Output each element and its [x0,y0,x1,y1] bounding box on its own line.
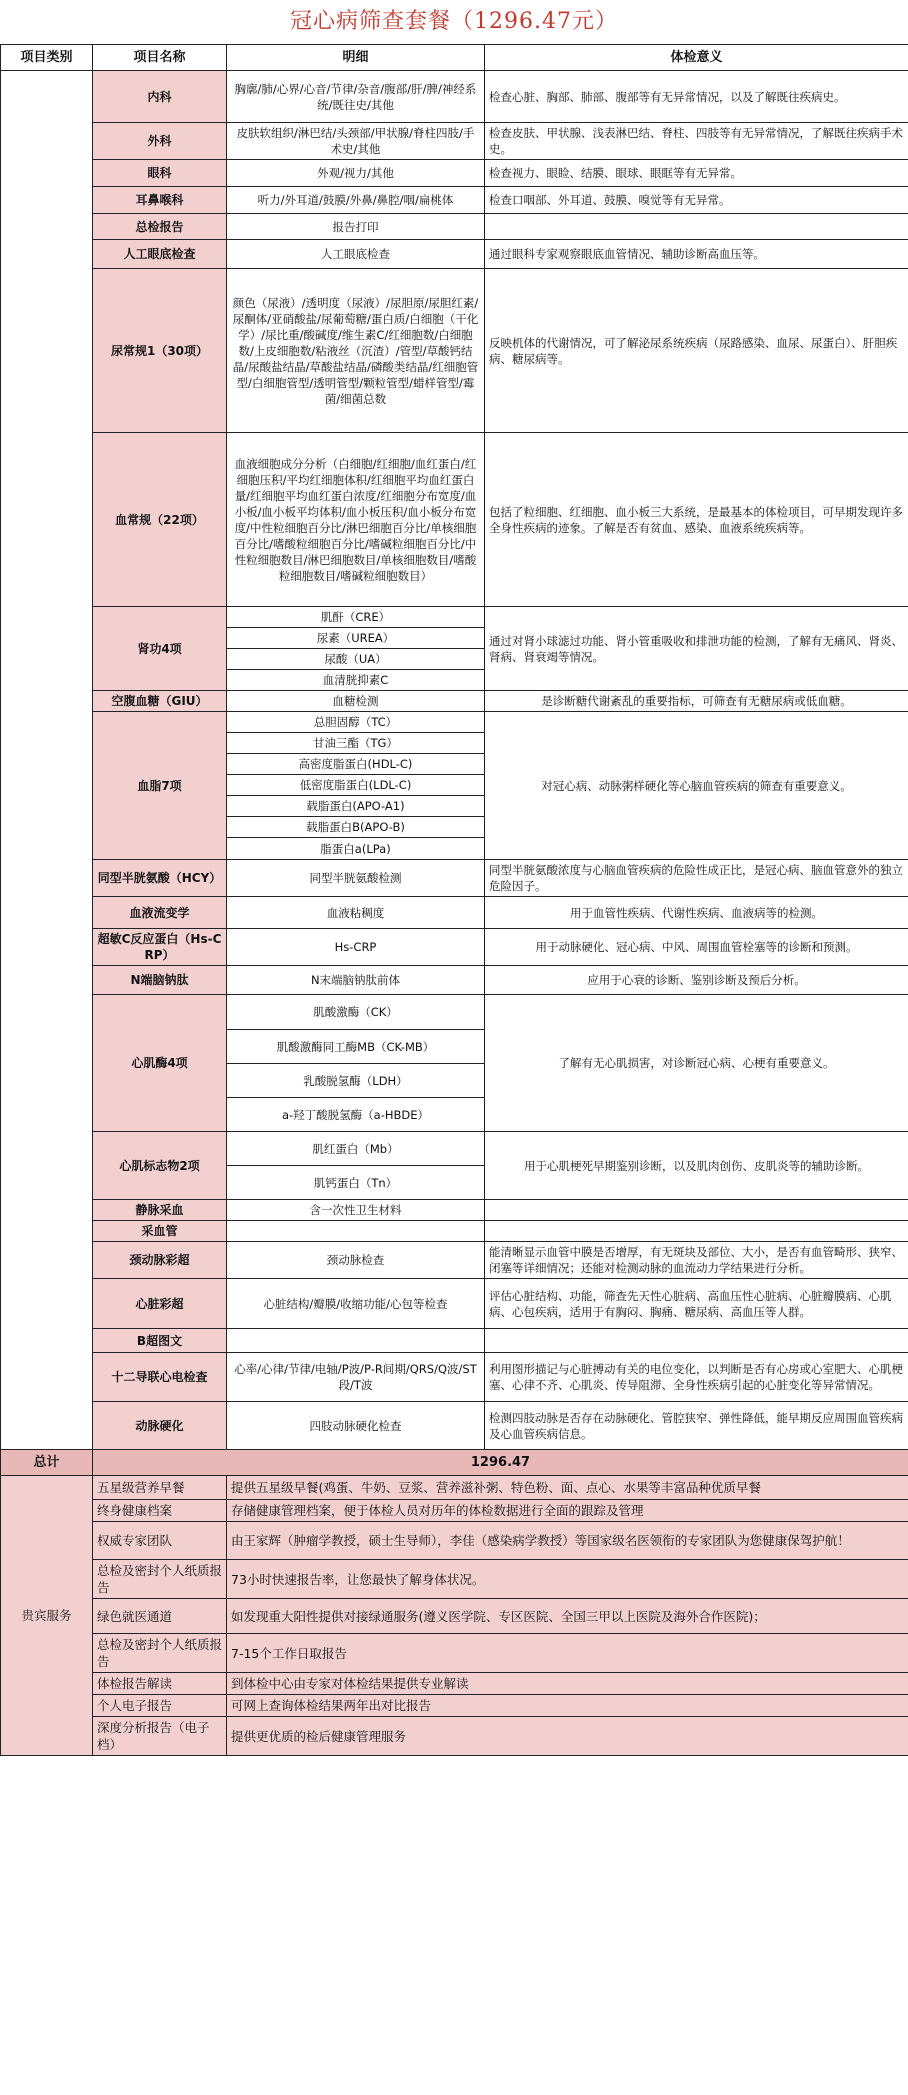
item-meaning: 用于心肌梗死早期鉴别诊断，以及肌肉创伤、皮肌炎等的辅助诊断。 [485,1132,908,1200]
table-row [1,187,908,214]
table-row [1,123,908,160]
service-desc: 73小时快速报告率，让您最快了解身体状况。 [227,1560,908,1599]
item-name: 尿常规1（30项） [93,269,227,433]
item-detail: 尿酸（UA） [227,649,485,670]
service-name: 权威专家团队 [93,1522,227,1560]
table-row [1,240,908,269]
table-row [1,71,908,123]
table-row [1,160,908,187]
service-name: 绿色就医通道 [93,1599,227,1634]
item-detail: 外观/视力/其他 [227,160,485,187]
table-row [1,1353,908,1402]
item-detail: 高密度脂蛋白(HDL-C) [227,754,485,775]
category-cell [1,71,93,1450]
item-meaning: 能清晰显示血管中膜是否增厚，有无斑块及部位、大小，是否有血管畸形、狭窄、闭塞等详细情况；还能对检测动脉的血流动力学结果进行分析。 [485,1242,908,1279]
service-desc: 存储健康管理档案，便于体检人员对历年的体检数据进行全面的跟踪及管理 [227,1500,908,1522]
table-row [1,1242,908,1279]
table-row [1,860,908,897]
table-row [1,1329,908,1353]
table-row [1,995,908,1030]
table-row [1,897,908,929]
service-row [1,1500,908,1522]
table-row [1,1200,908,1221]
item-meaning: 了解有无心肌损害，对诊断冠心病、心梗有重要意义。 [485,995,908,1132]
page-title: 冠心病筛查套餐（1296.47元） [290,9,618,34]
service-desc: 提供更优质的检后健康管理服务 [227,1717,908,1756]
item-detail [227,1329,485,1353]
header-cell: 体检意义 [485,45,908,71]
item-detail: 听力/外耳道/鼓膜/外鼻/鼻腔/咽/扁桃体 [227,187,485,214]
service-row [1,1560,908,1599]
item-detail: 含一次性卫生材料 [227,1200,485,1221]
item-name: 动脉硬化 [93,1402,227,1450]
item-detail: 乳酸脱氢酶（LDH） [227,1064,485,1098]
service-name: 体检报告解读 [93,1673,227,1695]
service-row [1,1673,908,1695]
service-name: 总检及密封个人纸质报告 [93,1560,227,1599]
service-row [1,1717,908,1756]
item-detail: 颜色（尿液）/透明度（尿液）/尿胆原/尿胆红素/尿酮体/亚硝酸盐/尿葡萄糖/蛋白质/白细胞（干化学）/尿比重/酸碱度/维生素C/红细胞数/白细胞数/上皮细胞数/粘液丝（沉渣）/管型/草酸钙结晶/尿酸盐结晶/草酸盐结晶/磷酸类结晶/红细胞管型/白细胞管型/透明管型/颗粒管型/蜡样管型/霉菌/细菌总数 [227,269,485,433]
item-detail: 甘油三酯（TG） [227,733,485,754]
item-name: 静脉采血 [93,1200,227,1221]
item-meaning [485,1329,908,1353]
item-detail [227,1221,485,1242]
item-detail: 血清胱抑素C [227,670,485,691]
item-name: 外科 [93,123,227,160]
item-name: 内科 [93,71,227,123]
service-name: 总检及密封个人纸质报告 [93,1634,227,1673]
item-meaning: 反映机体的代谢情况，可了解泌尿系统疾病（尿路感染、血尿、尿蛋白）、肝胆疾病、糖尿病等。 [485,269,908,433]
service-desc: 7-15个工作日取报告 [227,1634,908,1673]
item-meaning: 对冠心病、动脉粥样硬化等心脑血管疾病的筛查有重要意义。 [485,712,908,860]
item-detail: 血液细胞成分分析（白细胞/红细胞/血红蛋白/红细胞压积/平均红细胞体积/红细胞平均血红蛋白量/红细胞平均血红蛋白浓度/红细胞分布宽度/血小板/血小板平均体积/血小板压积/血小板分布宽度/中性粒细胞百分比/淋巴细胞百分比/单核细胞百分比/嗜酸粒细胞百分比/嗜碱粒细胞百分比/中性粒细胞数目/淋巴细胞数目/单核细胞数目/嗜酸粒细胞数目/嗜碱粒细胞数目） [227,433,485,607]
service-desc: 由王家辉（肿瘤学教授，硕士生导师），李佳（感染病学教授）等国家级名医领衔的专家团队为您健康保驾护航！ [227,1522,908,1560]
item-detail: 颈动脉检查 [227,1242,485,1279]
service-row [1,1476,908,1500]
item-meaning: 评估心脏结构、功能，筛查先天性心脏病、高血压性心脏病、心脏瓣膜病、心肌病、心包疾病，适用于有胸闷、胸痛、糖尿病、高血压等人群。 [485,1279,908,1329]
item-meaning [485,1221,908,1242]
item-detail: 低密度脂蛋白(LDL-C) [227,775,485,796]
item-detail: 血液粘稠度 [227,897,485,929]
item-name: 同型半胱氨酸（HCY） [93,860,227,897]
item-name: 血常规（22项） [93,433,227,607]
service-desc: 到体检中心由专家对体检结果提供专业解读 [227,1673,908,1695]
service-desc: 如发现重大阳性提供对接绿通服务(遵义医学院、专区医院、全国三甲以上医院及海外合作医院)； [227,1599,908,1634]
table-row [1,712,908,733]
table-row [1,607,908,628]
table-row [1,1221,908,1242]
service-name: 个人电子报告 [93,1695,227,1717]
item-name: 心肌酶4项 [93,995,227,1132]
item-meaning: 是诊断糖代谢紊乱的重要指标，可筛查有无糖尿病或低血糖。 [485,691,908,712]
service-row [1,1634,908,1673]
item-name: 眼科 [93,160,227,187]
total-value: 1296.47 [93,1450,908,1476]
item-name: 血液流变学 [93,897,227,929]
item-detail: Hs-CRP [227,929,485,966]
item-name: B超图文 [93,1329,227,1353]
item-meaning: 通过眼科专家观察眼底血管情况、辅助诊断高血压等。 [485,240,908,269]
header-cell: 项目类别 [1,45,93,71]
item-meaning: 检测四肢动脉是否存在动脉硬化、管腔狭窄、弹性降低，能早期反应周围血管疾病及心血管疾病信息。 [485,1402,908,1450]
item-meaning: 应用于心衰的诊断、鉴别诊断及预后分析。 [485,966,908,995]
item-meaning: 利用图形描记与心脏搏动有关的电位变化，以判断是否有心房或心室肥大、心肌梗塞、心律不齐、心肌炎、传导阻滞、全身性疾病引起的心脏变化等异常情况。 [485,1353,908,1402]
service-row [1,1695,908,1717]
item-detail: 皮肤软组织/淋巴结/头颈部/甲状腺/脊柱四肢/手术史/其他 [227,123,485,160]
table-row [1,1279,908,1329]
item-meaning: 包括了粒细胞、红细胞、血小板三大系统，是最基本的体检项目，可早期发现许多全身性疾病的迹象。了解是否有贫血、感染、血液系统疾病等。 [485,433,908,607]
service-name: 终身健康档案 [93,1500,227,1522]
item-detail: 载脂蛋白B(APO-B) [227,817,485,838]
item-meaning: 检查皮肤、甲状腺、浅表淋巴结、脊柱、四肢等有无异常情况，了解既往疾病手术史。 [485,123,908,160]
header-cell: 项目名称 [93,45,227,71]
item-name: 总检报告 [93,214,227,240]
item-detail: 肌酸激酶（CK） [227,995,485,1030]
table-row [1,691,908,712]
item-meaning: 用于血管性疾病、代谢性疾病、血液病等的检测。 [485,897,908,929]
item-name: 心脏彩超 [93,1279,227,1329]
package-table [0,44,908,1756]
item-detail: 四肢动脉硬化检查 [227,1402,485,1450]
service-row [1,1522,908,1560]
item-name: 采血管 [93,1221,227,1242]
item-detail: 心率/心律/节律/电轴/P波/P-R间期/QRS/Q波/ST段/T波 [227,1353,485,1402]
item-detail: 肌酸激酶同工酶MB（CK-MB） [227,1030,485,1064]
item-detail: 肌酐（CRE） [227,607,485,628]
service-desc: 可网上查询体检结果两年出对比报告 [227,1695,908,1717]
table-row [1,1402,908,1450]
table-row [1,1132,908,1166]
table-row [1,966,908,995]
item-detail: 总胆固醇（TC） [227,712,485,733]
service-desc: 提供五星级早餐(鸡蛋、牛奶、豆浆、营养滋补粥、特色粉、面、点心、水果等丰富品种优质早餐 [227,1476,908,1500]
item-name: N端脑钠肽 [93,966,227,995]
item-name: 血脂7项 [93,712,227,860]
item-detail: 血糖检测 [227,691,485,712]
item-meaning [485,1200,908,1221]
item-name: 肾功4项 [93,607,227,691]
item-meaning: 检查视力、眼睑、结膜、眼球、眼眶等有无异常。 [485,160,908,187]
service-name: 五星级营养早餐 [93,1476,227,1500]
table-row [1,433,908,607]
item-detail: 同型半胱氨酸检测 [227,860,485,897]
item-detail: 载脂蛋白(APO-A1) [227,796,485,817]
total-label: 总计 [1,1450,93,1476]
item-detail: 脂蛋白a(LPa) [227,838,485,860]
service-row [1,1599,908,1634]
item-name: 超敏C反应蛋白（Hs-CRP） [93,929,227,966]
header-cell: 明细 [227,45,485,71]
item-detail: 报告打印 [227,214,485,240]
item-meaning: 通过对肾小球滤过功能、肾小管重吸收和排泄功能的检测，了解有无痛风、肾炎、肾病、肾衰竭等情况。 [485,607,908,691]
item-name: 人工眼底检查 [93,240,227,269]
item-detail: 尿素（UREA） [227,628,485,649]
table-row [1,929,908,966]
item-name: 耳鼻喉科 [93,187,227,214]
item-meaning: 检查口咽部、外耳道、鼓膜、嗅觉等有无异常。 [485,187,908,214]
item-name: 空腹血糖（GIU） [93,691,227,712]
item-name: 颈动脉彩超 [93,1242,227,1279]
item-meaning: 检查心脏、胸部、肺部、腹部等有无异常情况，以及了解既往疾病史。 [485,71,908,123]
item-detail: 人工眼底检查 [227,240,485,269]
item-detail: 胸廓/肺/心界/心音/节律/杂音/腹部/肝/脾/神经系统/既往史/其他 [227,71,485,123]
item-detail: 肌红蛋白（Mb） [227,1132,485,1166]
item-detail: 心脏结构/瓣膜/收缩功能/心包等检查 [227,1279,485,1329]
service-name: 深度分析报告（电子档） [93,1717,227,1756]
item-detail: 肌钙蛋白（Tn） [227,1166,485,1200]
item-name: 心肌标志物2项 [93,1132,227,1200]
item-meaning: 用于动脉硬化、冠心病、中风、周围血管栓塞等的诊断和预测。 [485,929,908,966]
table-row [1,269,908,433]
item-name: 十二导联心电检查 [93,1353,227,1402]
item-meaning: 同型半胱氨酸浓度与心脑血管疾病的危险性成正比，是冠心病、脑血管意外的独立危险因子。 [485,860,908,897]
item-detail: a-羟丁酸脱氢酶（a-HBDE） [227,1098,485,1132]
item-detail: N末端脑钠肽前体 [227,966,485,995]
service-category: 贵宾服务 [1,1476,93,1756]
table-row [1,214,908,240]
item-meaning [485,214,908,240]
